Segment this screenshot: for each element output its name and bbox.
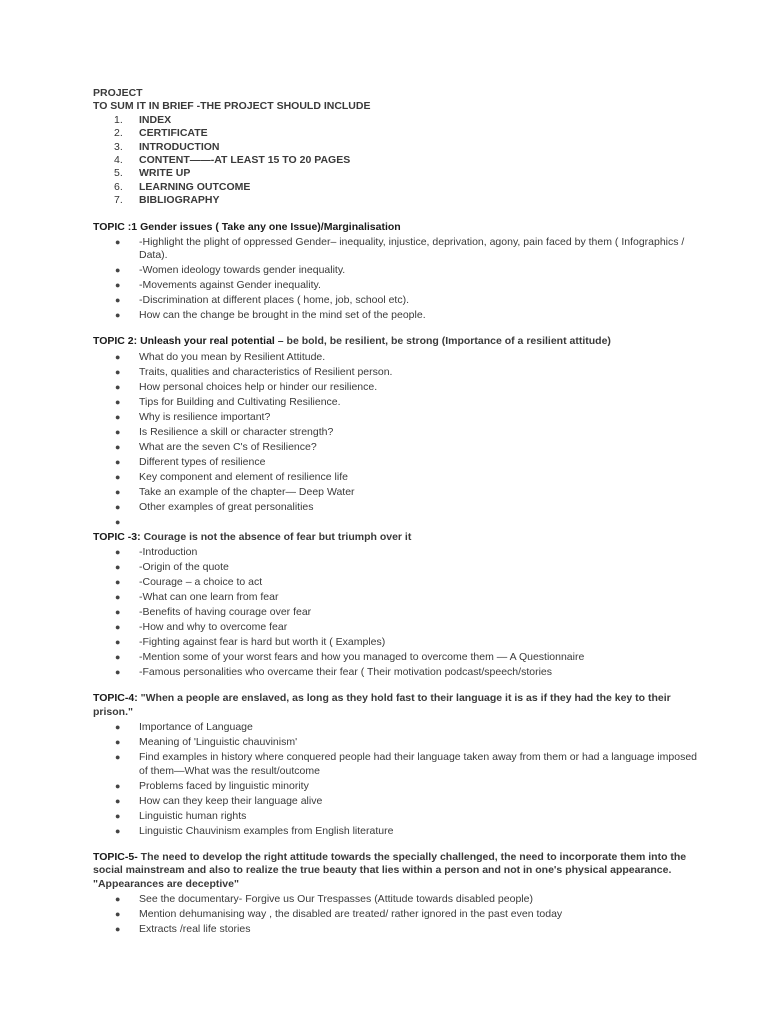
list-item: ● Different types of resilience	[115, 455, 266, 468]
list-item: ● How can the change be brought in the mind set of the people.	[115, 309, 426, 322]
list-item: ● Tips for Building and Cultivating Resilience.	[115, 395, 341, 408]
include-item: 2. CERTIFICATE	[114, 127, 208, 140]
list-item: ● How can they keep their language alive	[115, 794, 323, 807]
list-item: ● Extracts /real life stories	[115, 922, 251, 935]
list-item: ● -Women ideology towards gender inequality.	[115, 264, 346, 277]
list-item: ● See the documentary- Forgive us Our Trespasses (Attitude towards disabled people)	[115, 892, 533, 905]
include-item: 3. INTRODUCTION	[114, 140, 220, 153]
topic-3-heading: TOPIC -3: Courage is not the absence of fear but triumph over it	[93, 530, 412, 543]
topic-1-heading: TOPIC :1 Gender issues ( Take any one Issue)/Marginalisation	[93, 220, 401, 233]
list-item: ● Take an example of the chapter— Deep Water	[115, 485, 355, 498]
list-item: ● -What can one learn from fear	[115, 591, 279, 604]
list-item: ● -Courage – a choice to act	[115, 576, 263, 589]
include-item: 5. WRITE UP	[114, 167, 191, 180]
list-item: ● Is Resilience a skill or character strength?	[115, 425, 334, 438]
list-item: ● Other examples of great personalities	[115, 500, 314, 513]
include-item: 7. BIBLIOGRAPHY	[114, 194, 220, 207]
list-item: ● -Movements against Gender inequality.	[115, 279, 321, 292]
topic-4-list	[93, 721, 703, 837]
list-item: ● -Introduction	[115, 546, 198, 559]
list-item: ● Problems faced by linguistic minority	[115, 779, 309, 792]
list-item: ● -Discrimination at different places ( home, job, school etc).	[115, 294, 410, 307]
list-item: ● Meaning of 'Linguistic chauvinism'	[115, 736, 298, 749]
list-item: ● Importance of Language	[115, 721, 253, 734]
list-item: ● Find examples in history where conquered people had their language taken away from them or had a language imposed of them—What was the result/outcome	[115, 751, 698, 777]
topic-1-list	[93, 236, 703, 322]
list-item: ● -Famous personalities who overcame their fear ( Their motivation podcast/speech/stories	[115, 666, 552, 679]
include-item: 4. CONTENT——-AT LEAST 15 TO 20 PAGES	[114, 154, 351, 167]
document-content	[93, 87, 703, 938]
list-item: ● What do you mean by Resilient Attitude.	[115, 350, 326, 363]
list-item: ● -Highlight the plight of oppressed Gender– inequality, injustice, deprivation, agony, pain faced by them ( Infographics / Data).	[115, 236, 685, 262]
list-item: ● -Benefits of having courage over fear	[115, 606, 312, 619]
list-item: ● What are the seven C's of Resilience?	[115, 440, 317, 453]
doc-subtitle: TO SUM IT IN BRIEF -THE PROJECT SHOULD INCLUDE	[93, 100, 371, 113]
list-item: ● -Mention some of your worst fears and how you managed to overcome them — A Questionnaire	[115, 651, 585, 664]
doc-title: PROJECT	[93, 87, 143, 99]
topic-3-list	[93, 546, 703, 679]
topic-2-list	[93, 351, 703, 529]
list-item-empty: ●	[115, 516, 121, 527]
list-item: ● Linguistic Chauvinism examples from English literature	[115, 824, 394, 837]
list-item: ● Traits, qualities and characteristics of Resilient person.	[115, 365, 393, 378]
list-item: ● Key component and element of resilience life	[115, 470, 348, 483]
list-item: ● -Origin of the quote	[115, 561, 229, 574]
include-list	[93, 114, 703, 208]
list-item: ● -How and why to overcome fear	[115, 621, 288, 634]
topic-5-list	[93, 893, 703, 936]
include-item: 6. LEARNING OUTCOME	[114, 180, 251, 193]
include-item: 1. INDEX	[114, 113, 172, 126]
list-item: ● Linguistic human rights	[115, 809, 247, 822]
topic-4-heading: TOPIC-4: "When a people are enslaved, as long as they hold fast to their language it is as if they had the key to their prison."	[93, 692, 671, 718]
topic-5-heading: TOPIC-5- The need to develop the right attitude towards the specially challenged, the need to incorporate them into the social mainstream and also to realize the true beauty that lies within a person and not in one's physical appearance. "Appearances are deceptive"	[93, 850, 687, 890]
list-item: ● Why is resilience important?	[115, 410, 271, 423]
topic-2-heading: TOPIC 2: Unleash your real potential – be bold, be resilient, be strong (Importance of a resilient attitude)	[93, 335, 611, 348]
list-item: ● -Fighting against fear is hard but worth it ( Examples)	[115, 636, 386, 649]
list-item: ● How personal choices help or hinder our resilience.	[115, 380, 378, 393]
list-item: ● Mention dehumanising way , the disabled are treated/ rather ignored in the past even today	[115, 907, 563, 920]
